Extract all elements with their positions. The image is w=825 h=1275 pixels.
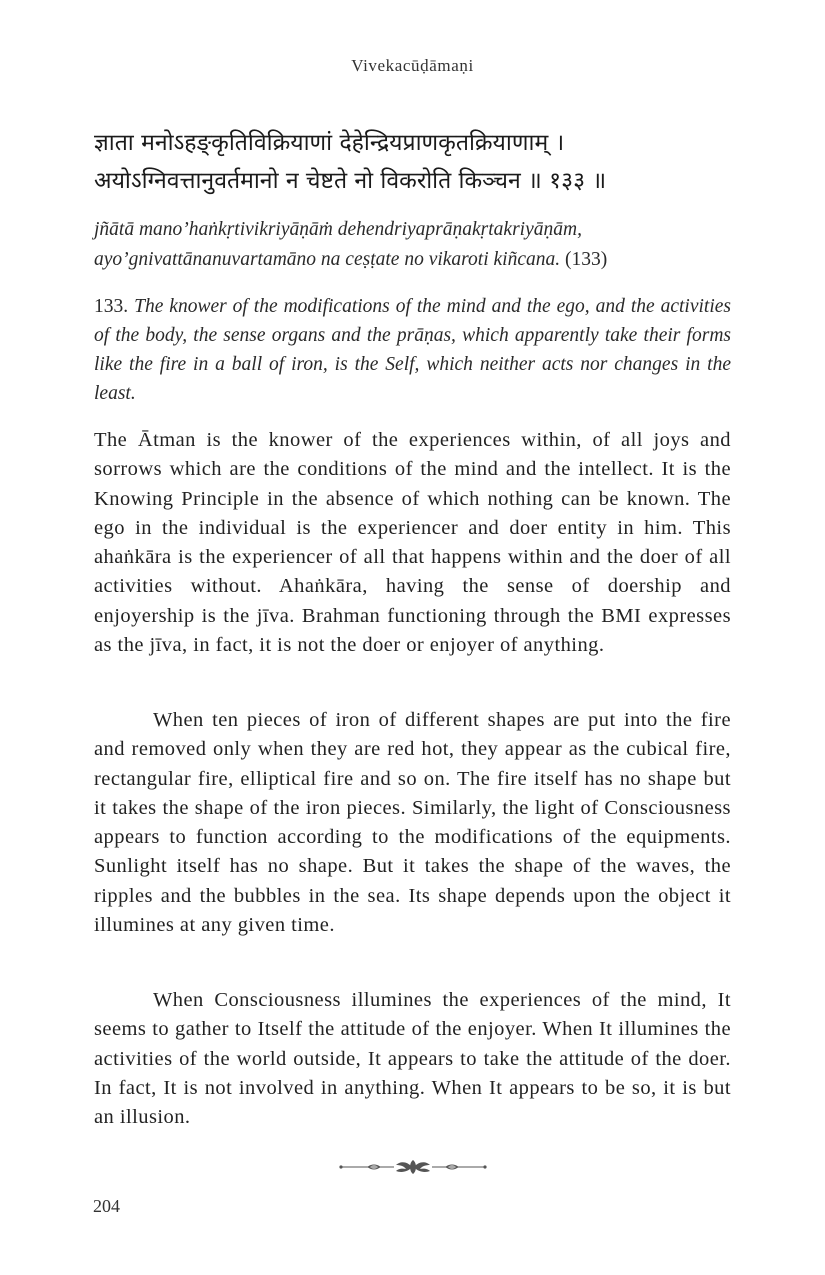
- sanskrit-verse-line-2: अयोऽग्निवत्तानुवर्तमानो न चेष्टते नो विकरोति किञ्चन ॥ १३३ ॥: [94, 168, 607, 194]
- commentary-paragraph-3: When Consciousness illumines the experiences of the mind, It seems to gather to Itself the attitude of the enjoyer. When It illumines the activities of the world outside, It appears to take the attitude of the doer. In fact, It is not involved in anything. When It appears to be so, it is but an illusion.: [94, 989, 731, 1129]
- commentary-paragraph-2: When ten pieces of iron of different shapes are put into the fire and removed only when they are red hot, they appear as the cubical fire, rectangular fire, elliptical fire and so on. The fire itself has no shape but it takes the shape of the iron pieces. Similarly, the light of Consciousness appears to function according to the modifications of the equipments. Sunlight itself has no shape. But it takes the shape of the waves, the ripples and the bubbles in the sea. Its shape depends upon the object it illumines at any given time.: [94, 709, 731, 937]
- transliteration: [94, 215, 734, 275]
- sanskrit-verse-line-1: ज्ञाता मनोऽहङ्कृतिविक्रियाणां देहेन्द्रियप्राणकृतक्रियाणाम् ।: [94, 130, 565, 156]
- translation-text: The knower of the modifications of the mind and the ego, and the activities of the body, the sense organs and the prāṇas, which apparently take their forms like the fire in a ball of iron, is the Self, which neither acts nor changes in the least.: [94, 296, 731, 404]
- transliteration-line-2: [94, 245, 734, 275]
- transliteration-text-1: jñātā mano’haṅkṛtivikriyāṇāṁ dehendriyaprāṇakṛtakriyāṇām,: [94, 219, 582, 240]
- verse-translation: [94, 292, 731, 408]
- verse-reference: (133): [564, 249, 608, 270]
- sanskrit-verse: [94, 124, 734, 200]
- floral-divider-icon: [338, 1158, 488, 1176]
- transliteration-text-2: ayo’gnivattānanuvartamāno na ceṣṭate no vikaroti kiñcana.: [94, 249, 561, 270]
- page-number: 204: [93, 1196, 120, 1216]
- commentary-paragraph-1: The Ātman is the knower of the experiences within, of all joys and sorrows which are the conditions of the mind and the intellect. It is the Knowing Principle in the absence of which nothing can be known. The ego in the individual is the experiencer and doer entity in him. This ahaṅkāra is the experiencer of all that happens within and the doer of all activities without. Ahaṅkāra, having the sense of doership and enjoyership is the jīva. Brahman functioning through the BMI expresses as the jīva, in fact, it is not the doer or enjoyer of anything.: [94, 429, 731, 657]
- running-header: Vivekacūḍāmaṇi: [351, 56, 474, 75]
- transliteration-line-1: [94, 215, 734, 245]
- translation-number: 133.: [94, 296, 129, 317]
